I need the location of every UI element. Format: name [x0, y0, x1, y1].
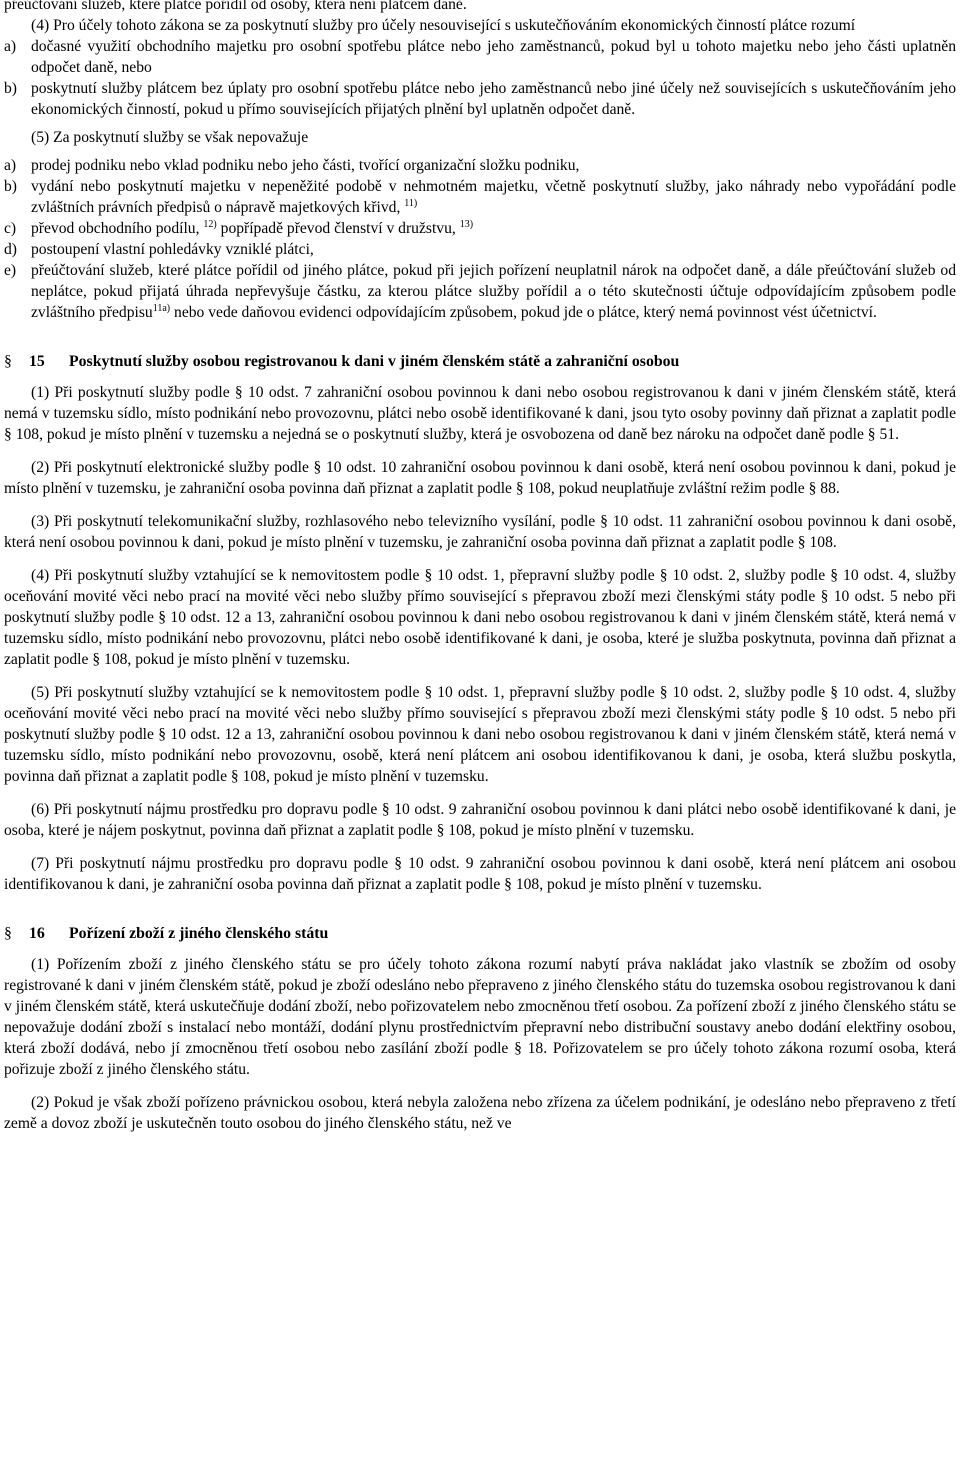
item-marker: b): [4, 178, 17, 195]
section-15-heading: [4, 351, 956, 372]
item-text: dočasné využití obchodního majetku pro osobní spotřebu plátce nebo jeho zaměstnanců, pokud byl u tohoto majetku nebo jeho části uplatněn odpočet daně, nebo: [31, 38, 956, 76]
item-marker: e): [4, 262, 17, 279]
section-title: Pořízení zboží z jiného členského státu: [69, 925, 329, 942]
section-symbol: §: [4, 925, 12, 942]
item-text: postoupení vlastní pohledávky vzniklé plátci,: [31, 241, 314, 258]
paragraph-tail: přeúčtování služeb, které plátce pořídil od osoby, která není plátcem daně.: [4, 0, 467, 13]
s15-paragraph-7: (7) Při poskytnutí nájmu prostředku pro dopravu podle § 10 odst. 9 zahraniční osobou povinnou k dani osobě, která není plátcem ani osobou identifikovanou k dani, je zahraniční osoba povinna daň přiznat a zaplatit podle § 108, pokud je místo plnění v tuzemsku.: [4, 855, 956, 893]
paragraph-4-intro: (4) Pro účely tohoto zákona se za poskytnutí služby pro účely nesouvisející s uskutečňováním ekonomických činností plátce rozumí: [31, 17, 856, 34]
list-item-5e: [4, 260, 956, 323]
list-item-5b: [4, 176, 956, 218]
s15-paragraph-4: (4) Při poskytnutí služby vztahující se k nemovitostem podle § 10 odst. 1, přepravní služby podle § 10 odst. 2, služby podle § 10 odst. 4, služby oceňování movité věci nebo prací na movité věci nebo služby přímo související s přepravou zboží mezi členskými státy podle § 10 odst. 5 nebo při poskytnutí služby podle § 10 odst. 12 a 13, zahraniční osobou povinnou k dani nebo osobou registrovanou k dani v jiném členském státě, která nemá v tuzemsku sídlo, místo podnikání nebo provozovnu, plátci nebo osobě identifikované k dani, je osoba, které je služba poskytnuta, povinna daň přiznat a zaplatit podle § 108, pokud je místo plnění v tuzemsku.: [4, 567, 956, 668]
footnote-ref: 11a): [152, 303, 171, 314]
footnote-ref: 11): [404, 198, 418, 209]
item-text: poskytnutí služby plátcem bez úplaty pro osobní spotřebu plátce nebo jeho zaměstnanců nebo jiné účely než souvisejících s uskutečňováním jeho ekonomických činností, pokud u přímo souvisejících přijatých plnění byl uplatněn odpočet daně.: [31, 80, 956, 118]
item-text: přeúčtování služeb, které plátce pořídil od jiného plátce, pokud při jejich pořízení neuplatnil nárok na odpočet daně, a dále přeúčtování služeb od neplátce, pokud přijatá úhrada nepřevyšuje částku, za kterou plátce služby pořídil a o této skutečnosti účtuje odpovídajícím způsobem podle zvláštního předpisu: [31, 262, 956, 321]
s15-paragraph-5: (5) Při poskytnutí služby vztahující se k nemovitostem podle § 10 odst. 1, přepravní služby podle § 10 odst. 2, služby podle § 10 odst. 4, služby oceňování movité věci nebo prací na movité věci nebo služby přímo související s přepravou zboží mezi členskými státy podle § 10 odst. 5 nebo při poskytnutí služby podle § 10 odst. 12 a 13, zahraniční osobou povinnou k dani nebo osobou registrovanou k dani v jiném členském státě, která nemá v tuzemsku sídlo, místo podnikání nebo provozovnu, osobě, která není plátcem ani osobou identifikovanou k dani, je osoba, která službu poskytla, povinna daň přiznat a zaplatit podle § 108, pokud je místo plnění v tuzemsku.: [4, 684, 956, 785]
section-16-heading: [4, 923, 956, 944]
item-marker: b): [4, 80, 17, 97]
s15-paragraph-6: (6) Při poskytnutí nájmu prostředku pro dopravu podle § 10 odst. 9 zahraniční osobou povinnou k dani plátci nebo osobě identifikované k dani, je osoba, které je nájem poskytnut, povinna daň přiznat a zaplatit podle § 108, pokud je místo plnění v tuzemsku.: [4, 801, 956, 839]
item-text: převod obchodního podílu,: [31, 220, 200, 237]
s16-paragraph-2: (2) Pokud je však zboží pořízeno právnickou osobou, která nebyla založena nebo zřízena za účelem podnikání, je odesláno nebo přepraveno z třetí země a dovoz zboží je uskutečněn touto osobou do jiného členského státu, než ve: [4, 1094, 956, 1132]
item-text: popřípadě převod členství v družstvu,: [220, 220, 456, 237]
section-number: 16: [29, 925, 45, 942]
item-text: vydání nebo poskytnutí majetku v nepeněžité podobě v nehmotném majetku, včetně poskytnutí služby, jako náhrady nebo vypořádání podle zvláštních právních předpisů o nápravě majetkových křivd,: [31, 178, 956, 216]
item-marker: d): [4, 241, 17, 258]
section-title: Poskytnutí služby osobou registrovanou k dani v jiném členském státě a zahraniční osobou: [69, 353, 680, 370]
footnote-ref: 13): [459, 219, 474, 230]
s16-paragraph-1: (1) Pořízením zboží z jiného členského státu se pro účely tohoto zákona rozumí nabytí práva nakládat jako vlastník se zbožím od osoby registrované k dani v jiném členském státě, pokud je zboží odesláno nebo přepraveno z jiného členského státu do tuzemska osobou registrovanou k dani v jiném členském státě, která uskutečňuje dodání zboží, nebo pořizovatelem nebo zmocněnou třetí osobou. Za pořízení zboží z jiného členského státu se nepovažuje dodání zboží s instalací nebo montáží, dodání plynu prostřednictvím přepravní nebo distribuční soustavy anebo dodání elektřiny osobou, která zboží dodává, nebo jí zmocněnou třetí osobou nebo zasílání zboží podle § 18. Pořizovatelem se pro účely tohoto zákona rozumí osoba, která pořizuje zboží z jiného členského státu.: [4, 956, 956, 1078]
footnote-ref: 12): [203, 219, 217, 230]
list-item-4a: [4, 36, 956, 78]
list-item-5a: [4, 155, 956, 176]
item-text: nebo vede daňovou evidenci odpovídajícím způsobem, pokud jde o plátce, který nemá povinnost vést účetnictví.: [174, 304, 877, 321]
s15-paragraph-2: (2) Při poskytnutí elektronické služby podle § 10 odst. 10 zahraniční osobou povinnou k dani osobě, která není osobou povinnou k dani, pokud je místo plnění v tuzemsku, je zahraniční osoba povinna daň přiznat a zaplatit podle § 108, pokud neuplatňuje zvláštní režim podle § 88.: [4, 459, 956, 497]
s15-paragraph-3: (3) Při poskytnutí telekomunikační služby, rozhlasového nebo televizního vysílání, podle § 10 odst. 11 zahraniční osobou povinnou k dani osobě, která není osobou povinnou k dani, pokud je místo plnění v tuzemsku, je zahraniční osoba povinna daň přiznat a zaplatit podle § 108.: [4, 513, 956, 551]
item-marker: c): [4, 220, 17, 237]
s15-paragraph-1: (1) Při poskytnutí služby podle § 10 odst. 7 zahraniční osobou povinnou k dani nebo osobou registrovanou k dani v jiném členském státě, která nemá v tuzemsku sídlo, místo podnikání nebo provozovnu, plátci nebo osobě identifikované k dani, jsou tyto osoby povinny daň přiznat a zaplatit podle § 108, pokud je místo plnění v tuzemsku a nejedná se o poskytnutí služby, která je osvobozena od daně bez nároku na odpočet daně podle § 51.: [4, 384, 956, 443]
list-item-4b: [4, 78, 956, 120]
list-item-5d: [4, 239, 956, 260]
list-item-5c: [4, 218, 956, 239]
section-symbol: §: [4, 353, 12, 370]
item-text: prodej podniku nebo vklad podniku nebo jeho části, tvořící organizační složku podniku,: [31, 157, 580, 174]
item-marker: a): [4, 38, 17, 55]
paragraph-5-intro: (5) Za poskytnutí služby se však nepovažuje: [31, 129, 309, 146]
item-marker: a): [4, 157, 17, 174]
section-number: 15: [29, 353, 45, 370]
